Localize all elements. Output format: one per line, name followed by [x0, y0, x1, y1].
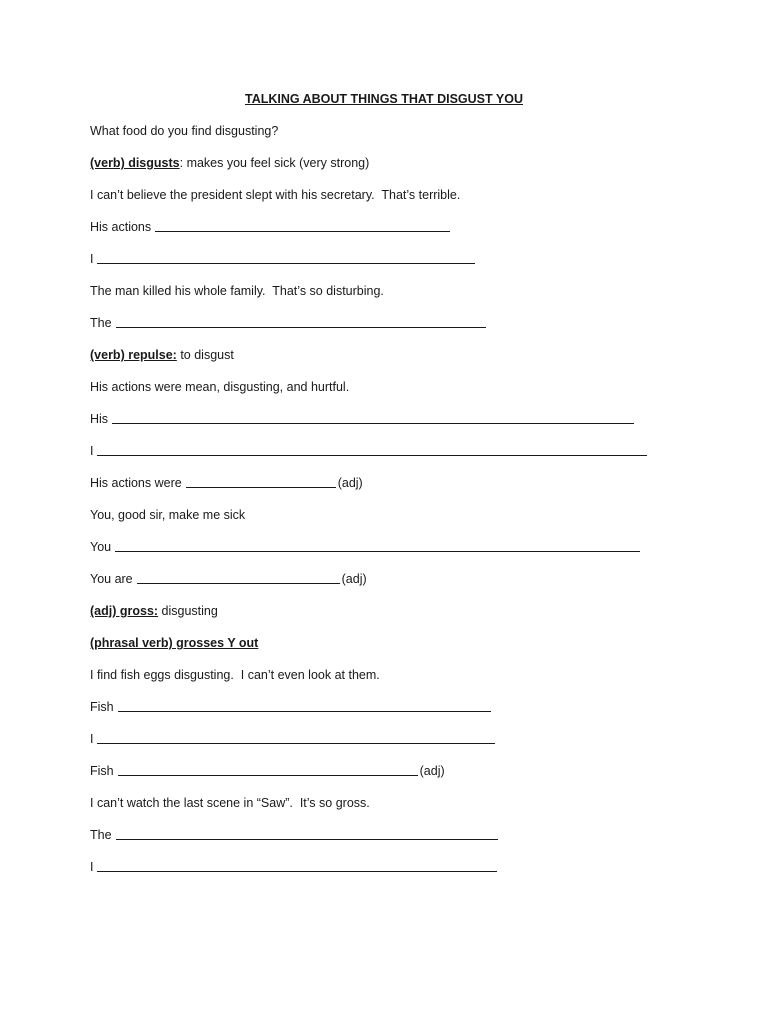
- fill-in-line: [90, 762, 690, 794]
- fill-in-prefix: You: [90, 540, 112, 554]
- answer-blank[interactable]: [155, 218, 450, 232]
- answer-blank[interactable]: [97, 730, 495, 744]
- line-text: What food do you find disgusting?: [90, 124, 279, 138]
- fill-in-prefix: His: [90, 412, 109, 426]
- answer-blank[interactable]: [137, 570, 340, 584]
- worksheet-body: [90, 122, 690, 890]
- fill-in-line: [90, 410, 690, 442]
- fill-in-prefix: The: [90, 828, 112, 842]
- example-sentence: [90, 666, 690, 698]
- fill-in-suffix: (adj): [341, 572, 367, 586]
- vocab-term: (verb) disgusts: [90, 156, 180, 170]
- fill-in-prefix: I: [90, 252, 94, 266]
- answer-blank[interactable]: [116, 314, 486, 328]
- answer-blank[interactable]: [97, 250, 475, 264]
- fill-in-prefix: His actions were: [90, 476, 182, 490]
- line-text: I find fish eggs disgusting. I can’t even look at them.: [90, 668, 380, 682]
- line-text: The man killed his whole family. That’s so disturbing.: [90, 284, 384, 298]
- fill-in-line: [90, 858, 690, 890]
- fill-in-line: [90, 698, 690, 730]
- answer-blank[interactable]: [115, 538, 640, 552]
- fill-in-line: [90, 474, 690, 506]
- fill-in-prefix: Fish: [90, 764, 114, 778]
- fill-in-line: [90, 218, 690, 250]
- example-sentence: [90, 506, 690, 538]
- vocab-term: (verb) repulse:: [90, 348, 177, 362]
- vocab-colon: :: [179, 156, 184, 170]
- question-line: [90, 122, 690, 154]
- fill-in-line: [90, 314, 690, 346]
- answer-blank[interactable]: [118, 698, 491, 712]
- example-sentence: [90, 282, 690, 314]
- line-text: I can’t watch the last scene in “Saw”. It’s so gross.: [90, 796, 370, 810]
- example-sentence: [90, 794, 690, 826]
- fill-in-prefix: I: [90, 732, 94, 746]
- fill-in-prefix: I: [90, 860, 94, 874]
- vocab-term-line: [90, 602, 690, 634]
- vocab-term-line: [90, 154, 690, 186]
- answer-blank[interactable]: [186, 474, 336, 488]
- answer-blank[interactable]: [97, 858, 497, 872]
- vocab-definition: makes you feel sick (very strong): [183, 156, 370, 170]
- fill-in-prefix: The: [90, 316, 112, 330]
- answer-blank[interactable]: [112, 410, 634, 424]
- line-text: You, good sir, make me sick: [90, 508, 246, 522]
- fill-in-line: [90, 730, 690, 762]
- vocab-definition: disgusting: [158, 604, 218, 618]
- fill-in-prefix: You are: [90, 572, 133, 586]
- answer-blank[interactable]: [116, 826, 498, 840]
- line-text: His actions were mean, disgusting, and hurtful.: [90, 380, 350, 394]
- fill-in-suffix: (adj): [337, 476, 363, 490]
- fill-in-line: [90, 442, 690, 474]
- fill-in-line: [90, 250, 690, 282]
- worksheet-title: TALKING ABOUT THINGS THAT DISGUST YOU: [244, 92, 523, 106]
- fill-in-line: [90, 538, 690, 570]
- line-text: I can’t believe the president slept with his secretary. That’s terrible.: [90, 188, 461, 202]
- fill-in-prefix: His actions: [90, 220, 152, 234]
- fill-in-line: [90, 570, 690, 602]
- vocab-term: (phrasal verb) grosses Y out: [90, 636, 259, 650]
- fill-in-line: [90, 826, 690, 858]
- example-sentence: [90, 378, 690, 410]
- vocab-term-line: [90, 346, 690, 378]
- fill-in-prefix: Fish: [90, 700, 114, 714]
- answer-blank[interactable]: [118, 762, 418, 776]
- fill-in-prefix: I: [90, 444, 94, 458]
- answer-blank[interactable]: [97, 442, 647, 456]
- vocab-term-line: [90, 634, 690, 666]
- fill-in-suffix: (adj): [419, 764, 445, 778]
- vocab-term: (adj) gross:: [90, 604, 159, 618]
- example-sentence: [90, 186, 690, 218]
- vocab-definition: to disgust: [176, 348, 234, 362]
